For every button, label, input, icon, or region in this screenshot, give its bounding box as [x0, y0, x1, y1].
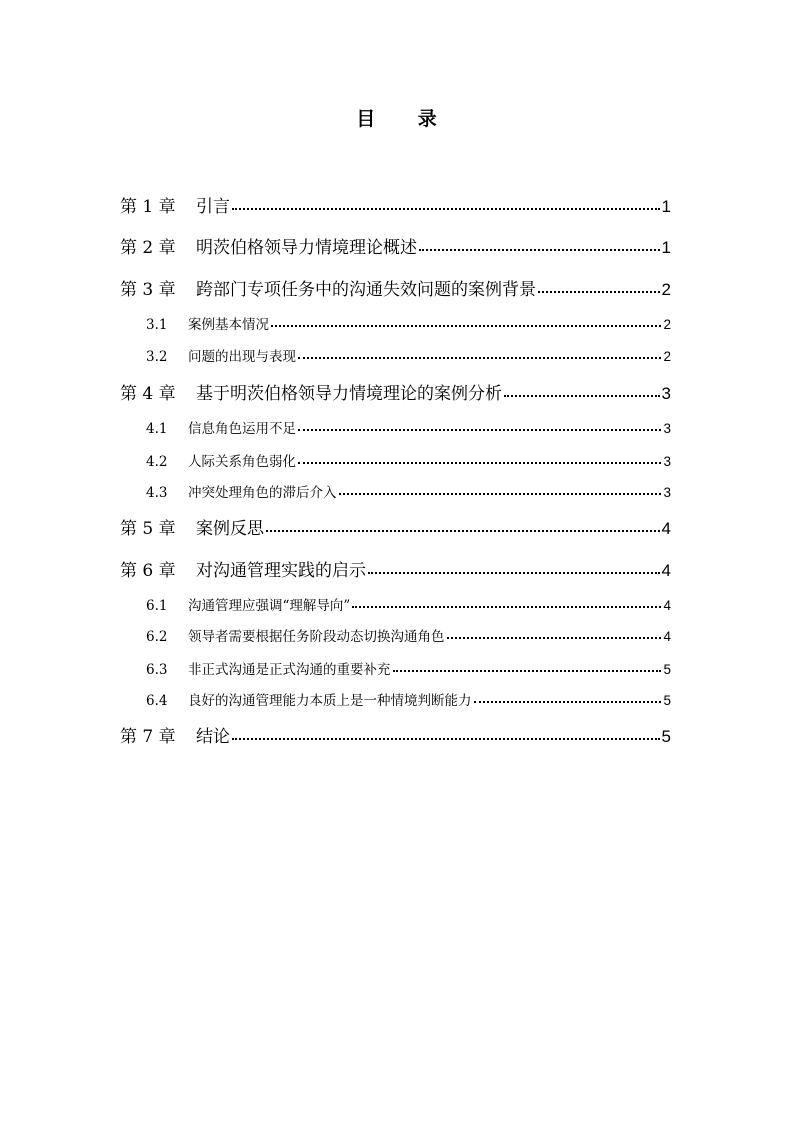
toc-entry-number: 4.2 [146, 454, 168, 470]
toc-entry-page: 3 [661, 384, 671, 403]
toc-entry[interactable] [120, 379, 671, 404]
toc-entry-text: 问题的出现与表现 [188, 349, 296, 365]
toc-entry-page: 5 [661, 727, 671, 746]
dot-leader [266, 530, 660, 532]
toc-entry[interactable] [146, 625, 671, 645]
toc-entry-text: 良好的沟通管理能力本质上是一种情境判断能力 [188, 693, 472, 709]
toc-entry-text: 非正式沟通是正式沟通的重要补充 [188, 662, 391, 678]
toc-entry-page: 3 [663, 454, 671, 469]
toc-entry-number: 第 6 章 [120, 561, 176, 581]
toc-entry-page: 4 [663, 629, 671, 644]
dot-leader [352, 606, 661, 608]
toc-entry-page: 5 [663, 693, 671, 708]
toc-entry-number: 第 5 章 [120, 519, 176, 539]
toc-entry[interactable] [120, 722, 671, 747]
toc-entry[interactable] [146, 658, 671, 678]
toc-entry-text: 跨部门专项任务中的沟通失效问题的案例背景 [196, 280, 536, 300]
toc-entry[interactable] [146, 313, 671, 333]
dot-leader [538, 291, 660, 293]
toc-entry-page: 1 [661, 238, 671, 257]
dot-leader [447, 637, 662, 639]
toc-entry[interactable] [120, 556, 671, 581]
toc-entry-text: 基于明茨伯格领导力情境理论的案例分析 [196, 384, 502, 404]
toc-entry-page: 1 [661, 197, 671, 216]
dot-leader [474, 701, 662, 703]
toc-entry[interactable] [120, 192, 671, 217]
dot-leader [298, 357, 661, 359]
toc-entry-number: 6.4 [146, 693, 168, 709]
toc-entry-text: 引言 [196, 197, 230, 217]
toc-entry-text: 冲突处理角色的滞后介入 [188, 485, 337, 501]
toc-entry-page: 3 [663, 421, 671, 436]
toc-entry[interactable] [146, 345, 671, 365]
toc-entry-number: 第 2 章 [120, 238, 176, 258]
dot-leader [419, 249, 660, 251]
toc-title: 目 录 [356, 108, 455, 130]
toc-entry-text: 对沟通管理实践的启示 [196, 561, 366, 581]
toc-entry-number: 第 4 章 [120, 384, 176, 404]
dot-leader [504, 395, 660, 397]
toc-entry-text: 结论 [196, 727, 230, 747]
toc-entry[interactable] [146, 417, 671, 437]
dot-leader [368, 572, 660, 574]
dot-leader [298, 462, 661, 464]
toc-entry-number: 4.3 [146, 485, 168, 501]
toc-entry-page: 3 [663, 485, 671, 500]
toc-entry-page: 4 [661, 519, 671, 538]
toc-entry-page: 2 [663, 317, 671, 332]
toc-entry-page: 4 [663, 598, 671, 613]
toc-entry-number: 第 1 章 [120, 197, 176, 217]
toc-entry-number: 4.1 [146, 421, 168, 437]
toc-entry[interactable] [120, 514, 671, 539]
toc-entry[interactable] [146, 450, 671, 470]
toc-entry-text: 案例基本情况 [188, 317, 269, 333]
toc-entry-text: 案例反思 [196, 519, 264, 539]
toc-entry-page: 2 [663, 349, 671, 364]
toc-entry-number: 3.1 [146, 317, 168, 333]
toc-entry-number: 6.2 [146, 629, 168, 645]
toc-entry[interactable] [146, 689, 671, 709]
toc-entry-page: 2 [661, 280, 671, 299]
dot-leader [298, 429, 661, 431]
toc-entry-text: 沟通管理应强调“理解导向” [188, 598, 351, 614]
toc-entry-page: 5 [663, 662, 671, 677]
dot-leader [232, 738, 660, 740]
toc-entry[interactable] [120, 275, 671, 300]
toc-entry-page: 4 [661, 561, 671, 580]
toc-entry-number: 6.1 [146, 598, 168, 614]
toc-entry-text: 人际关系角色弱化 [188, 454, 296, 470]
toc-entry[interactable] [146, 594, 671, 614]
toc-entry[interactable] [120, 233, 671, 258]
dot-leader [271, 325, 661, 327]
dot-leader [393, 670, 662, 672]
toc-entry-text: 信息角色运用不足 [188, 421, 296, 437]
dot-leader [339, 493, 662, 495]
dot-leader [232, 208, 660, 210]
toc-entry[interactable] [146, 481, 671, 501]
toc-entry-number: 6.3 [146, 662, 168, 678]
toc-entry-text: 明茨伯格领导力情境理论概述 [196, 238, 417, 258]
toc-entry-number: 第 3 章 [120, 280, 176, 300]
toc-entry-number: 3.2 [146, 349, 168, 365]
toc-entry-text: 领导者需要根据任务阶段动态切换沟通角色 [188, 629, 445, 645]
toc-entry-number: 第 7 章 [120, 727, 176, 747]
